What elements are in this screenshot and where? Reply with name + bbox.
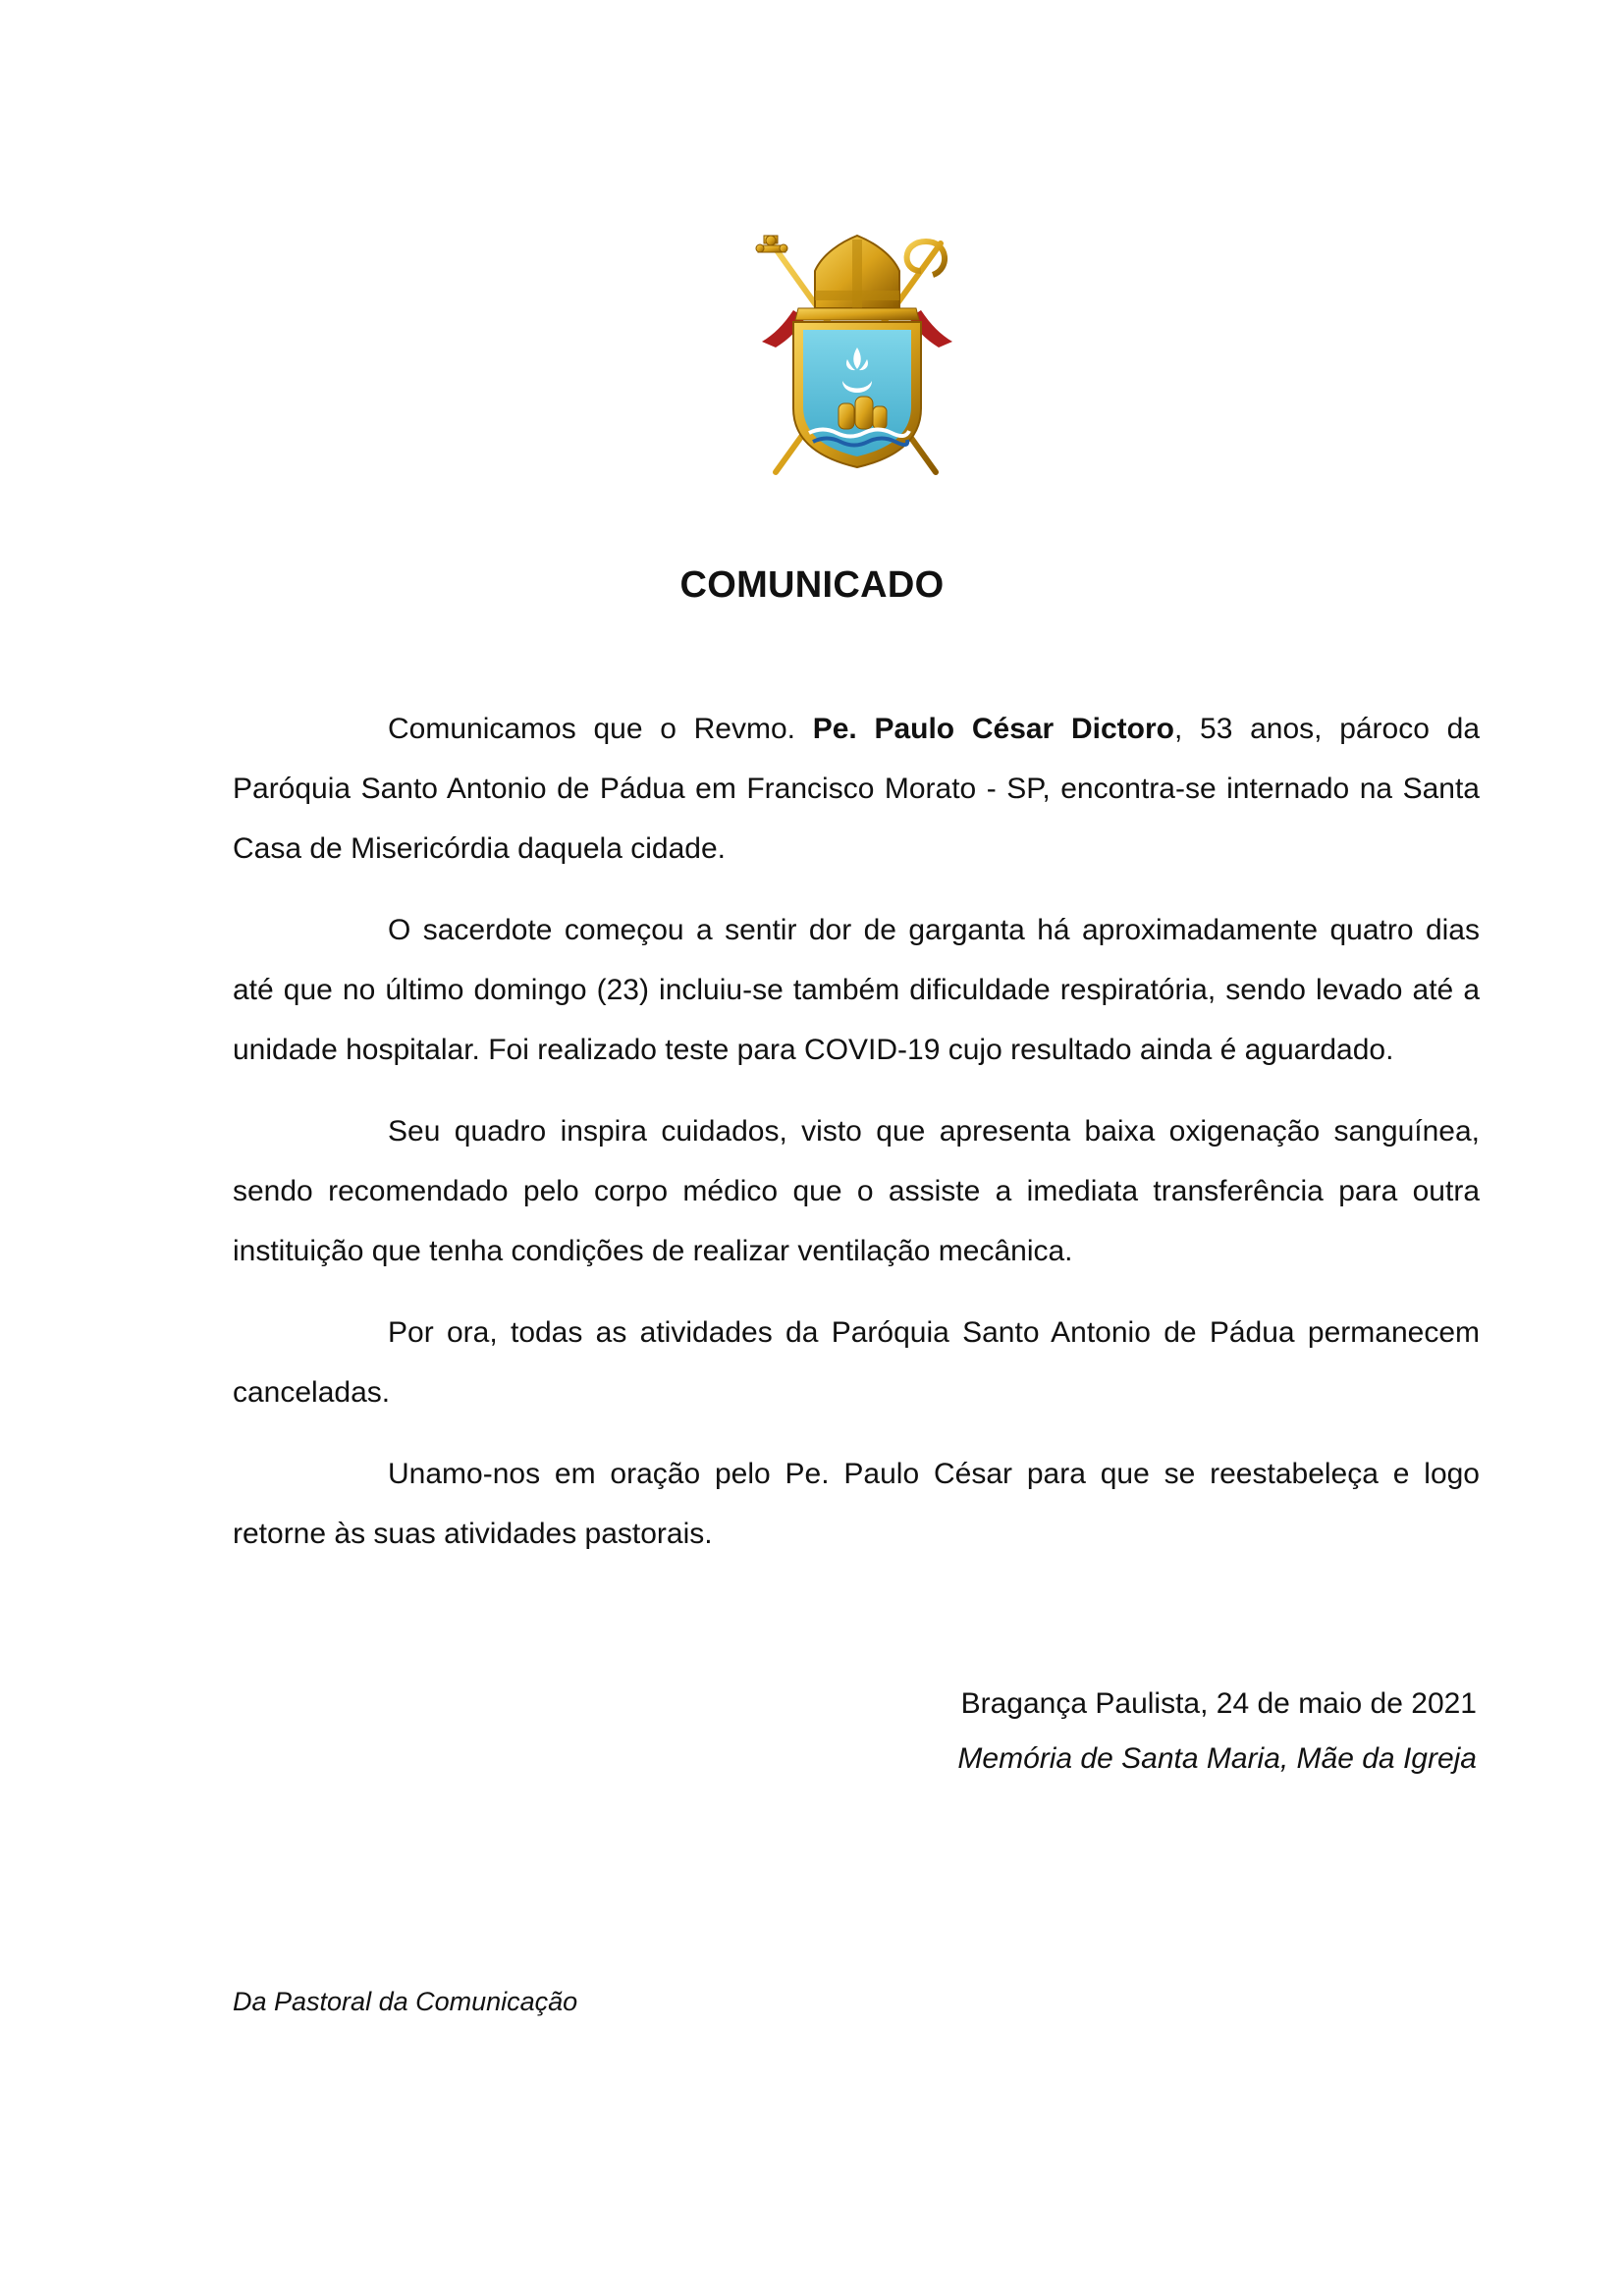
signature-block xyxy=(789,1677,1477,1787)
document-title: COMUNICADO xyxy=(679,564,945,606)
document-body xyxy=(233,699,1480,1585)
paragraph-5: Unamo-nos em oração pelo Pe. Paulo César para que se reestabeleça e logo retorne às suas atividades pastorais. xyxy=(233,1458,1480,1550)
paragraph-1-pre: Comunicamos que o Revmo. xyxy=(388,713,813,745)
liturgical-memorial: Memória de Santa Maria, Mãe da Igreja xyxy=(957,1742,1477,1775)
place-date: Bragança Paulista, 24 de maio de 2021 xyxy=(960,1687,1477,1720)
footer-note: Da Pastoral da Comunicação xyxy=(233,1987,578,2016)
coat-of-arms-icon xyxy=(754,232,960,482)
paragraph-3: Seu quadro inspira cuidados, visto que apresenta baixa oxigenação sanguínea, sendo recomendado pelo corpo médico que o assiste a imediata transferência para outra instituição que tenha condições de realizar ventilação mecânica. xyxy=(233,1115,1480,1267)
paragraph-2: O sacerdote começou a sentir dor de garganta há aproximadamente quatro dias até que no último domingo (23) incluiu-se também dificuldade respiratória, sendo levado até a unidade hospitalar. Foi realizado teste para COVID-19 cujo resultado ainda é aguardado. xyxy=(233,914,1480,1066)
paragraph-1-post: , 53 anos, pároco da Paróquia Santo Antonio de Pádua em Francisco Morato - SP, encontra-se internado na Santa Casa de Misericórdia daquela cidade. xyxy=(233,713,1481,865)
paragraph-4: Por ora, todas as atividades da Paróquia Santo Antonio de Pádua permanecem canceladas. xyxy=(233,1316,1480,1409)
priest-name: Pe. Paulo César Dictoro xyxy=(812,713,1174,745)
paragraph-1 xyxy=(233,699,1480,879)
